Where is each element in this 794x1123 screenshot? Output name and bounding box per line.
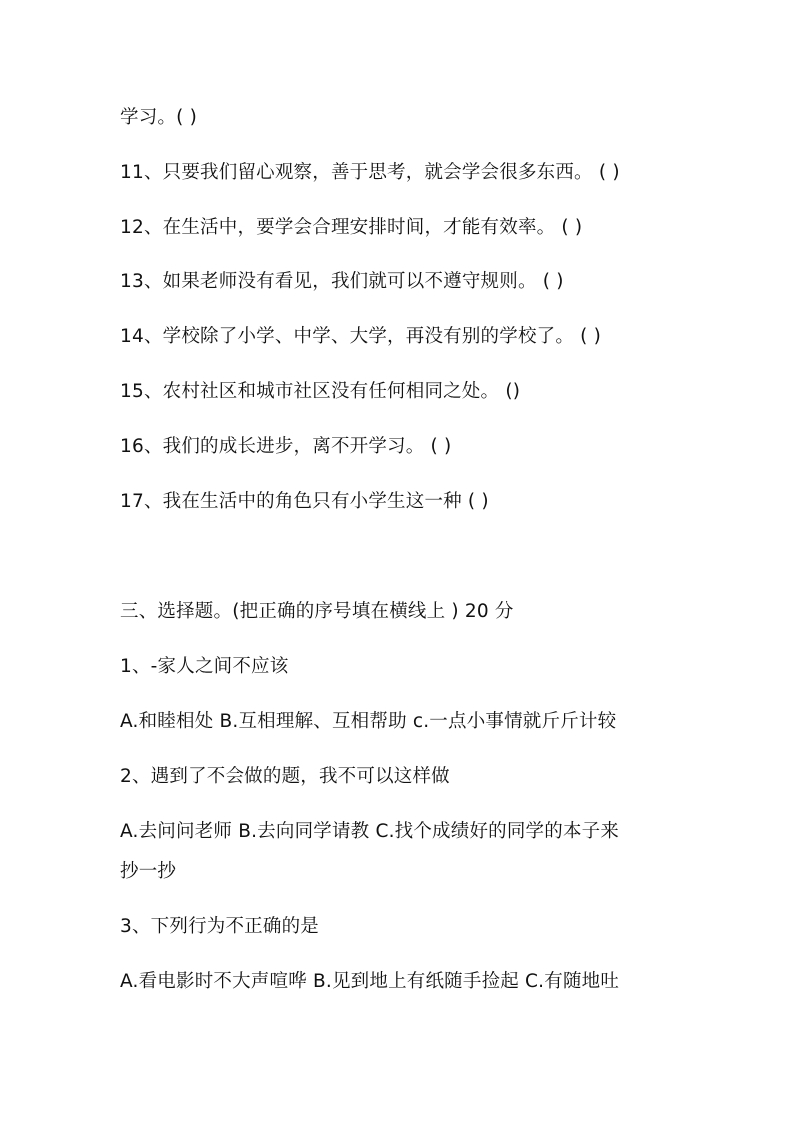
true-false-item-12: 12、在生活中，要学会合理安排时间，才能有效率。 ( ) <box>120 217 583 238</box>
true-false-item-16: 16、我们的成长进步，离不开学习。 ( ) <box>120 436 452 457</box>
true-false-item-17: 17、我在生活中的角色只有小学生这一种 ( ) <box>120 491 489 512</box>
question-3-options: A.看电影时不大声喧哗 B.见到地上有纸随手捡起 C.有随地吐 <box>120 971 620 992</box>
question-1-options: A.和睦相处 B.互相理解、互相帮助 c.一点小事情就斤斤计较 <box>120 711 617 732</box>
question-2-options: A.去问问老师 B.去向同学请教 C.找个成绩好的同学的本子来 <box>120 821 620 842</box>
question-1: 1、-家人之间不应该 <box>120 656 289 677</box>
section-heading-multiple-choice: 三、选择题。(把正确的序号填在横线上 ) 20 分 <box>120 601 514 622</box>
question-3: 3、下列行为不正确的是 <box>120 916 319 937</box>
question-2: 2、遇到了不会做的题，我不可以这样做 <box>120 766 450 787</box>
true-false-item-15: 15、农村社区和城市社区没有任何相同之处。 () <box>120 381 521 402</box>
true-false-item-14: 14、学校除了小学、中学、大学，再没有别的学校了。 ( ) <box>120 326 602 347</box>
line-continuation-xuexi: 学习。( ) <box>120 107 198 128</box>
true-false-item-13: 13、如果老师没有看见，我们就可以不遵守规则。 ( ) <box>120 271 564 292</box>
question-2-options-continued: 抄一抄 <box>120 861 177 882</box>
true-false-item-11: 11、只要我们留心观察，善于思考，就会学会很多东西。 ( ) <box>120 162 620 183</box>
